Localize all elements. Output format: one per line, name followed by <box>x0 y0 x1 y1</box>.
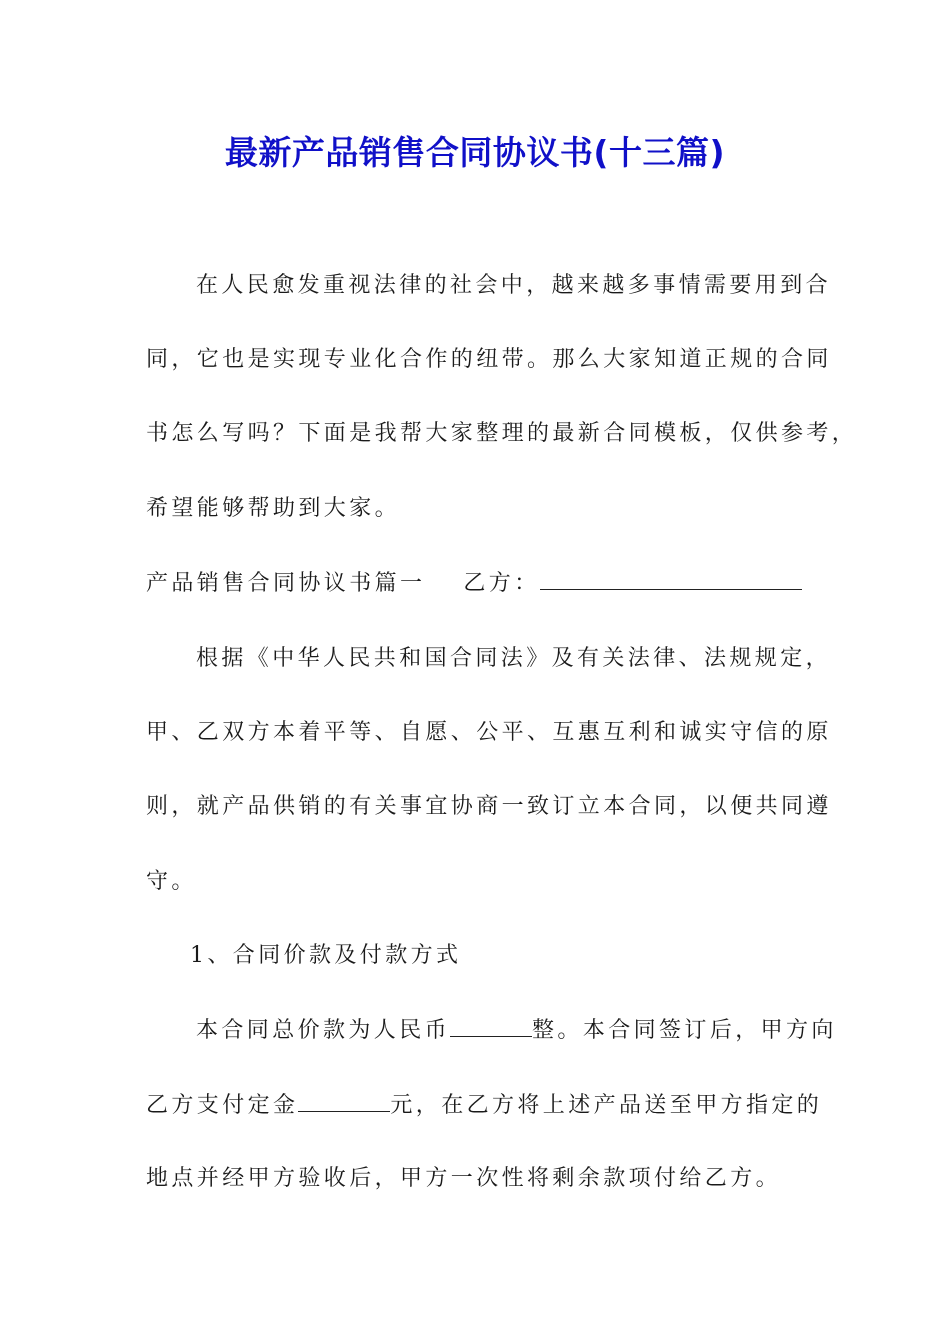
intro-line-2: 同，它也是实现专业化合作的纽带。那么大家知道正规的合同 <box>146 347 832 372</box>
party-b-label: 乙方： <box>463 571 540 596</box>
para1-line-2: 甲、乙双方本着平等、自愿、公平、互惠互利和诚实守信的原 <box>146 720 832 745</box>
para2-line-1-before: 本合同总价款为人民币 <box>196 1018 451 1043</box>
para2-line-1-after: 整。本合同签订后，甲方向 <box>532 1018 837 1043</box>
section-heading-label: 产品销售合同协议书篇一 <box>146 571 426 596</box>
para1-line-1: 根据《中华人民共和国合同法》及有关法律、法规规定， <box>196 646 832 671</box>
para2-line-2 <box>146 1089 822 1122</box>
intro-line-3: 书怎么写吗？下面是我帮大家整理的最新合同模板，仅供参考， <box>146 421 858 446</box>
para1-line-3: 则，就产品供销的有关事宜协商一致订立本合同，以便共同遵 <box>146 794 832 819</box>
para2-line-2-before: 乙方支付定金 <box>146 1093 299 1118</box>
total-price-blank <box>450 1014 532 1037</box>
para1-line-4: 守。 <box>146 869 197 894</box>
para2-line-1 <box>196 1014 837 1047</box>
party-b-blank <box>540 567 802 590</box>
section-heading <box>146 567 802 600</box>
intro-line-1: 在人民愈发重视法律的社会中，越来越多事情需要用到合 <box>196 273 832 298</box>
document-title: 最新产品销售合同协议书(十三篇) <box>224 133 726 172</box>
deposit-blank <box>298 1089 390 1112</box>
para2-line-3: 地点并经甲方验收后，甲方一次性将剩余款项付给乙方。 <box>146 1166 782 1191</box>
section-1-title: 1、合同价款及付款方式 <box>190 943 462 968</box>
intro-line-4: 希望能够帮助到大家。 <box>146 496 401 521</box>
para2-line-2-after: 元，在乙方将上述产品送至甲方指定的 <box>390 1093 823 1118</box>
